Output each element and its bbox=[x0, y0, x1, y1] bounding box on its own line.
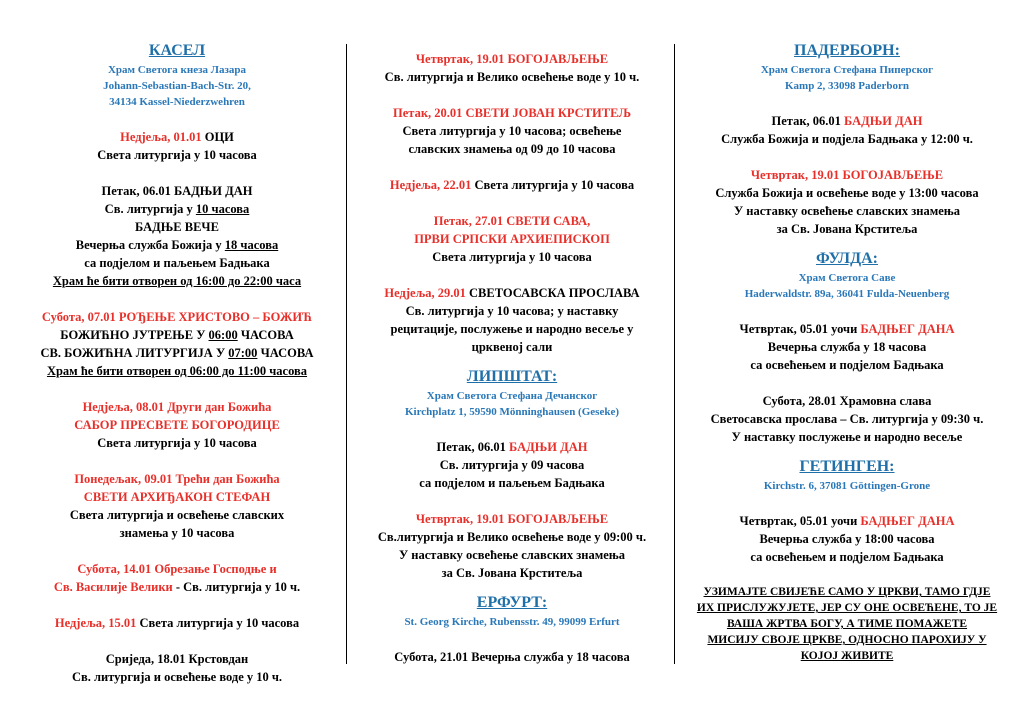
event-detail: Света литургија и освећење славских bbox=[69, 508, 285, 522]
event-detail: Храм ће бити отворен од 06:00 до 11:00 часова bbox=[46, 364, 308, 378]
column-divider-right bbox=[674, 44, 675, 664]
event-detail: славских знамења од 09 до 10 часова bbox=[408, 142, 616, 156]
event-detail: Служба Божија и подјела Бадњака у 12:00 ч. bbox=[721, 132, 973, 146]
event-detail: Света литургија у 10 часова; освећење bbox=[402, 124, 622, 138]
candle-notice bbox=[680, 584, 1014, 664]
church-address: St. Georg Kirche, Rubensstr. 49, 99099 Erfurt bbox=[404, 616, 620, 628]
city-heading-goettingen: ГЕТИНГЕН: bbox=[799, 458, 895, 475]
event-detail: У наставку послужење и народно весеље bbox=[731, 430, 963, 444]
event-detail: Св. литургија и Велико освећење воде у 10 ч. bbox=[384, 70, 640, 84]
city-heading-erfurt: ЕРФУРТ: bbox=[476, 594, 548, 611]
church-name: Храм Светога кнеза Лазара bbox=[107, 64, 247, 76]
event-date-line: Недјеља, 29.01 СВЕТОСАВСКА ПРОСЛАВА bbox=[384, 286, 640, 300]
event-date-line: Петак, 27.01 СВЕТИ САВА, bbox=[433, 214, 591, 228]
event-date-line: Недјеља, 15.01 Света литургија у 10 часова bbox=[54, 616, 300, 630]
event-detail: Света литургија у 10 часова bbox=[432, 250, 592, 264]
church-address: 34134 Kassel-Niederzwehren bbox=[109, 96, 245, 108]
column-kassel bbox=[12, 40, 342, 686]
city-heading-paderborn: ПАДЕРБОРН: bbox=[794, 42, 900, 59]
event-detail: САБОР ПРЕСВЕТЕ БОГОРОДИЦЕ bbox=[74, 418, 280, 432]
church-address: Johann-Sebastian-Bach-Str. 20, bbox=[103, 80, 251, 92]
event-detail: БАДЊЕ ВЕЧЕ bbox=[135, 220, 219, 234]
church-address: Haderwaldstr. 89a, 36041 Fulda-Neuenberg bbox=[744, 288, 950, 300]
event-date-line: Петак, 06.01 БАДЊИ ДАН bbox=[436, 440, 588, 454]
event-date-line: Недјеља, 01.01 ОЦИ bbox=[120, 130, 234, 144]
church-name: Храм Светога Стефана Дечанског bbox=[426, 390, 598, 402]
event-detail: Света литургија у 10 часова bbox=[97, 436, 257, 450]
event-detail: Храм ће бити отворен од 16:00 до 22:00 часа bbox=[52, 274, 302, 288]
notice-line: ВАША ЖРТВА БОГУ, А ТИМЕ ПОМАЖЕТЕ bbox=[726, 618, 968, 630]
event-detail: Света литургија у 10 часова bbox=[97, 148, 257, 162]
event-detail: са освећењем и подјелом Бадњака bbox=[750, 358, 944, 372]
event-detail: Св. Василије Велики - Св. литургија у 10 ч. bbox=[53, 580, 301, 594]
event-detail: Вечерња служба у 18:00 часова bbox=[759, 532, 935, 546]
event-detail: црквеној сали bbox=[471, 340, 553, 354]
event-detail: Св. литургија у 10 часова bbox=[104, 202, 250, 216]
event-detail: за Св. Јована Крститеља bbox=[441, 566, 583, 580]
event-date-line: Понедељак, 09.01 Трећи дан Божића bbox=[74, 472, 280, 486]
notice-line: ИХ ПРИСЛУЖУЈЕТЕ, ЈЕР СУ ОНЕ ОСВЕЋЕНЕ, ТО ЈЕ bbox=[696, 602, 998, 614]
event-detail: ПРВИ СРПСКИ АРХИЕПИСКОП bbox=[414, 232, 610, 246]
event-detail: Вечерња служба у 18 часова bbox=[767, 340, 927, 354]
event-date-line: Четвртак, 19.01 БОГОЈАВЉЕЊЕ bbox=[415, 52, 609, 66]
city-heading-lippstadt: ЛИПШТАТ: bbox=[466, 368, 558, 385]
event-detail: Св. литургија и освећење воде у 10 ч. bbox=[71, 670, 283, 684]
event-date-line: Недјеља, 08.01 Други дан Божића bbox=[82, 400, 272, 414]
event-date-line: Петак, 06.01 БАДЊИ ДАН bbox=[101, 184, 253, 198]
event-detail: БОЖИЋНО ЈУТРЕЊЕ У 06:00 ЧАСОВА bbox=[60, 328, 294, 342]
column-divider-left bbox=[346, 44, 347, 664]
event-date-line: Сриједа, 18.01 Крстовдан bbox=[105, 652, 249, 666]
notice-line: УЗИМАЈТЕ СВИЈЕЋЕ САМО У ЦРКВИ, ТАМО ГДЈЕ bbox=[703, 586, 991, 598]
event-detail: знамења у 10 часова bbox=[119, 526, 235, 540]
city-heading-kassel: КАСЕЛ bbox=[148, 42, 206, 59]
event-date-line: Четвртак, 05.01 уочи БАДЊЕГ ДАНА bbox=[739, 322, 955, 336]
event-detail: Св.литургија и Велико освећење воде у 09:00 ч. bbox=[377, 530, 647, 544]
city-heading-fulda: ФУЛДА: bbox=[816, 250, 878, 267]
event-date-line: Субота, 07.01 РОЂЕЊЕ ХРИСТОВО – БОЖИЋ bbox=[41, 310, 313, 324]
event-date-line: Субота, 14.01 Обрезање Господње и bbox=[77, 562, 277, 576]
event-detail: са освећењем и подјелом Бадњака bbox=[750, 550, 944, 564]
event-detail: У наставку освећење славских знамења bbox=[733, 204, 960, 218]
event-date-line: Петак, 20.01 СВЕТИ ЈОВАН КРСТИТЕЉ bbox=[393, 106, 631, 120]
event-detail: са подјелом и паљењем Бадњака bbox=[419, 476, 605, 490]
event-detail: Св. литургија у 09 часова bbox=[439, 458, 585, 472]
event-detail: СВЕТИ АРХИЂАКОН СТЕФАН bbox=[83, 490, 271, 504]
notice-line: КОЈОЈ ЖИВИТЕ bbox=[800, 650, 894, 662]
event-date-line: Субота, 21.01 Вечерња служба у 18 часова bbox=[394, 650, 630, 664]
event-detail: Св. литургија у 10 часова; у наставку bbox=[405, 304, 619, 318]
column-kassel-continued bbox=[354, 40, 670, 666]
event-detail: У наставку освећење славских знамења bbox=[398, 548, 625, 562]
church-address: Kirchstr. 6, 37081 Göttingen-Grone bbox=[763, 480, 931, 492]
event-date-line: Субота, 28.01 Храмовна слава bbox=[762, 394, 932, 408]
notice-line: МИСИЈУ СВОЈЕ ЦРКВЕ, ОДНОСНО ПАРОХИЈУ У bbox=[707, 634, 987, 646]
event-date-line: Четвртак, 19.01 БОГОЈАВЉЕЊЕ bbox=[750, 168, 944, 182]
event-date-line: Петак, 06.01 БАДЊИ ДАН bbox=[771, 114, 923, 128]
event-detail: са подјелом и паљењем Бадњака bbox=[84, 256, 270, 270]
event-detail: Вечерња служба Божија у 18 часова bbox=[75, 238, 279, 252]
event-detail: СВ. БОЖИЋНА ЛИТУРГИЈА У 07:00 ЧАСОВА bbox=[40, 346, 314, 360]
event-detail: за Св. Јована Крститеља bbox=[776, 222, 918, 236]
church-address: Kirchplatz 1, 59590 Mönninghausen (Geseke) bbox=[404, 406, 619, 418]
church-name: Храм Светога Саве bbox=[798, 272, 896, 284]
event-detail: рецитације, послужење и народно весеље у bbox=[390, 322, 634, 336]
church-address: Kamp 2, 33098 Paderborn bbox=[784, 80, 910, 92]
event-date-line: Недјеља, 22.01 Света литургија у 10 часова bbox=[389, 178, 635, 192]
church-name: Храм Светога Стефана Пиперског bbox=[760, 64, 934, 76]
event-date-line: Четвртак, 05.01 уочи БАДЊЕГ ДАНА bbox=[739, 514, 955, 528]
event-detail: Служба Божија и освећење воде у 13:00 часова bbox=[715, 186, 979, 200]
event-detail: Светосавска прослава – Св. литургија у 09:30 ч. bbox=[710, 412, 984, 426]
column-paderborn-fulda-goettingen bbox=[680, 40, 1014, 664]
event-date-line: Четвртак, 19.01 БОГОЈАВЉЕЊЕ bbox=[415, 512, 609, 526]
